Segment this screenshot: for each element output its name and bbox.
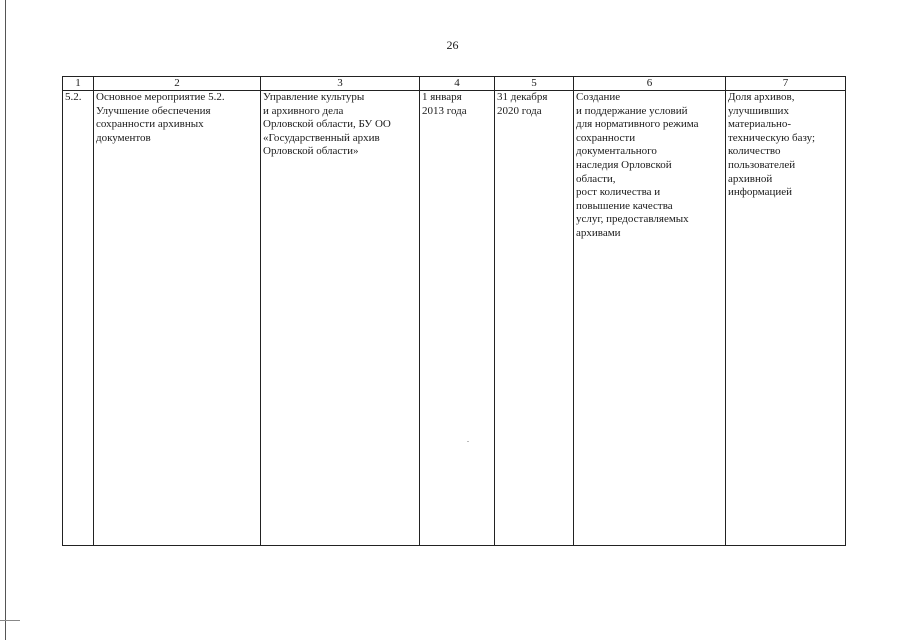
- column-header: 7: [726, 77, 846, 91]
- scan-edge-left: [5, 0, 6, 640]
- table-row: [63, 91, 846, 546]
- row-number: 5.2.: [65, 91, 82, 103]
- column-header: 4: [420, 77, 495, 91]
- scan-edge-bottom: [0, 620, 20, 621]
- executor-text: Управление культуры и архивного дела Орловской области, БУ ОО «Государственный архив Орловской области»: [263, 91, 391, 158]
- expected-result: Создание и поддержание условий для нормативного режима сохранности документального наследия Орловской области, рост количества и повышение качества услуг, предоставляемых архивами: [576, 91, 699, 239]
- column-header: 2: [94, 77, 261, 91]
- indicator-text: Доля архивов, улучшивших материально- техническую базу; количество пользователей архивной информацией: [728, 91, 816, 199]
- end-date: 31 декабря 2020 года: [497, 91, 548, 117]
- indicator-cell: [726, 91, 846, 546]
- activity-text: Основное мероприятие 5.2. Улучшение обеспечения сохранности архивных документов: [96, 91, 225, 144]
- activity-cell: [94, 91, 261, 546]
- column-header: 1: [63, 77, 94, 91]
- executor-cell: [261, 91, 420, 546]
- column-header: 6: [574, 77, 726, 91]
- end-date-cell: [495, 91, 574, 546]
- column-header: 3: [261, 77, 420, 91]
- start-date: 1 января 2013 года: [422, 91, 467, 117]
- program-table: [62, 76, 846, 546]
- scan-speck: [467, 441, 469, 442]
- result-cell: [574, 91, 726, 546]
- start-date-cell: [420, 91, 495, 546]
- row-number-cell: [63, 91, 94, 546]
- column-header: 5: [495, 77, 574, 91]
- page-number: 26: [446, 38, 459, 52]
- table-header-row: [63, 77, 846, 91]
